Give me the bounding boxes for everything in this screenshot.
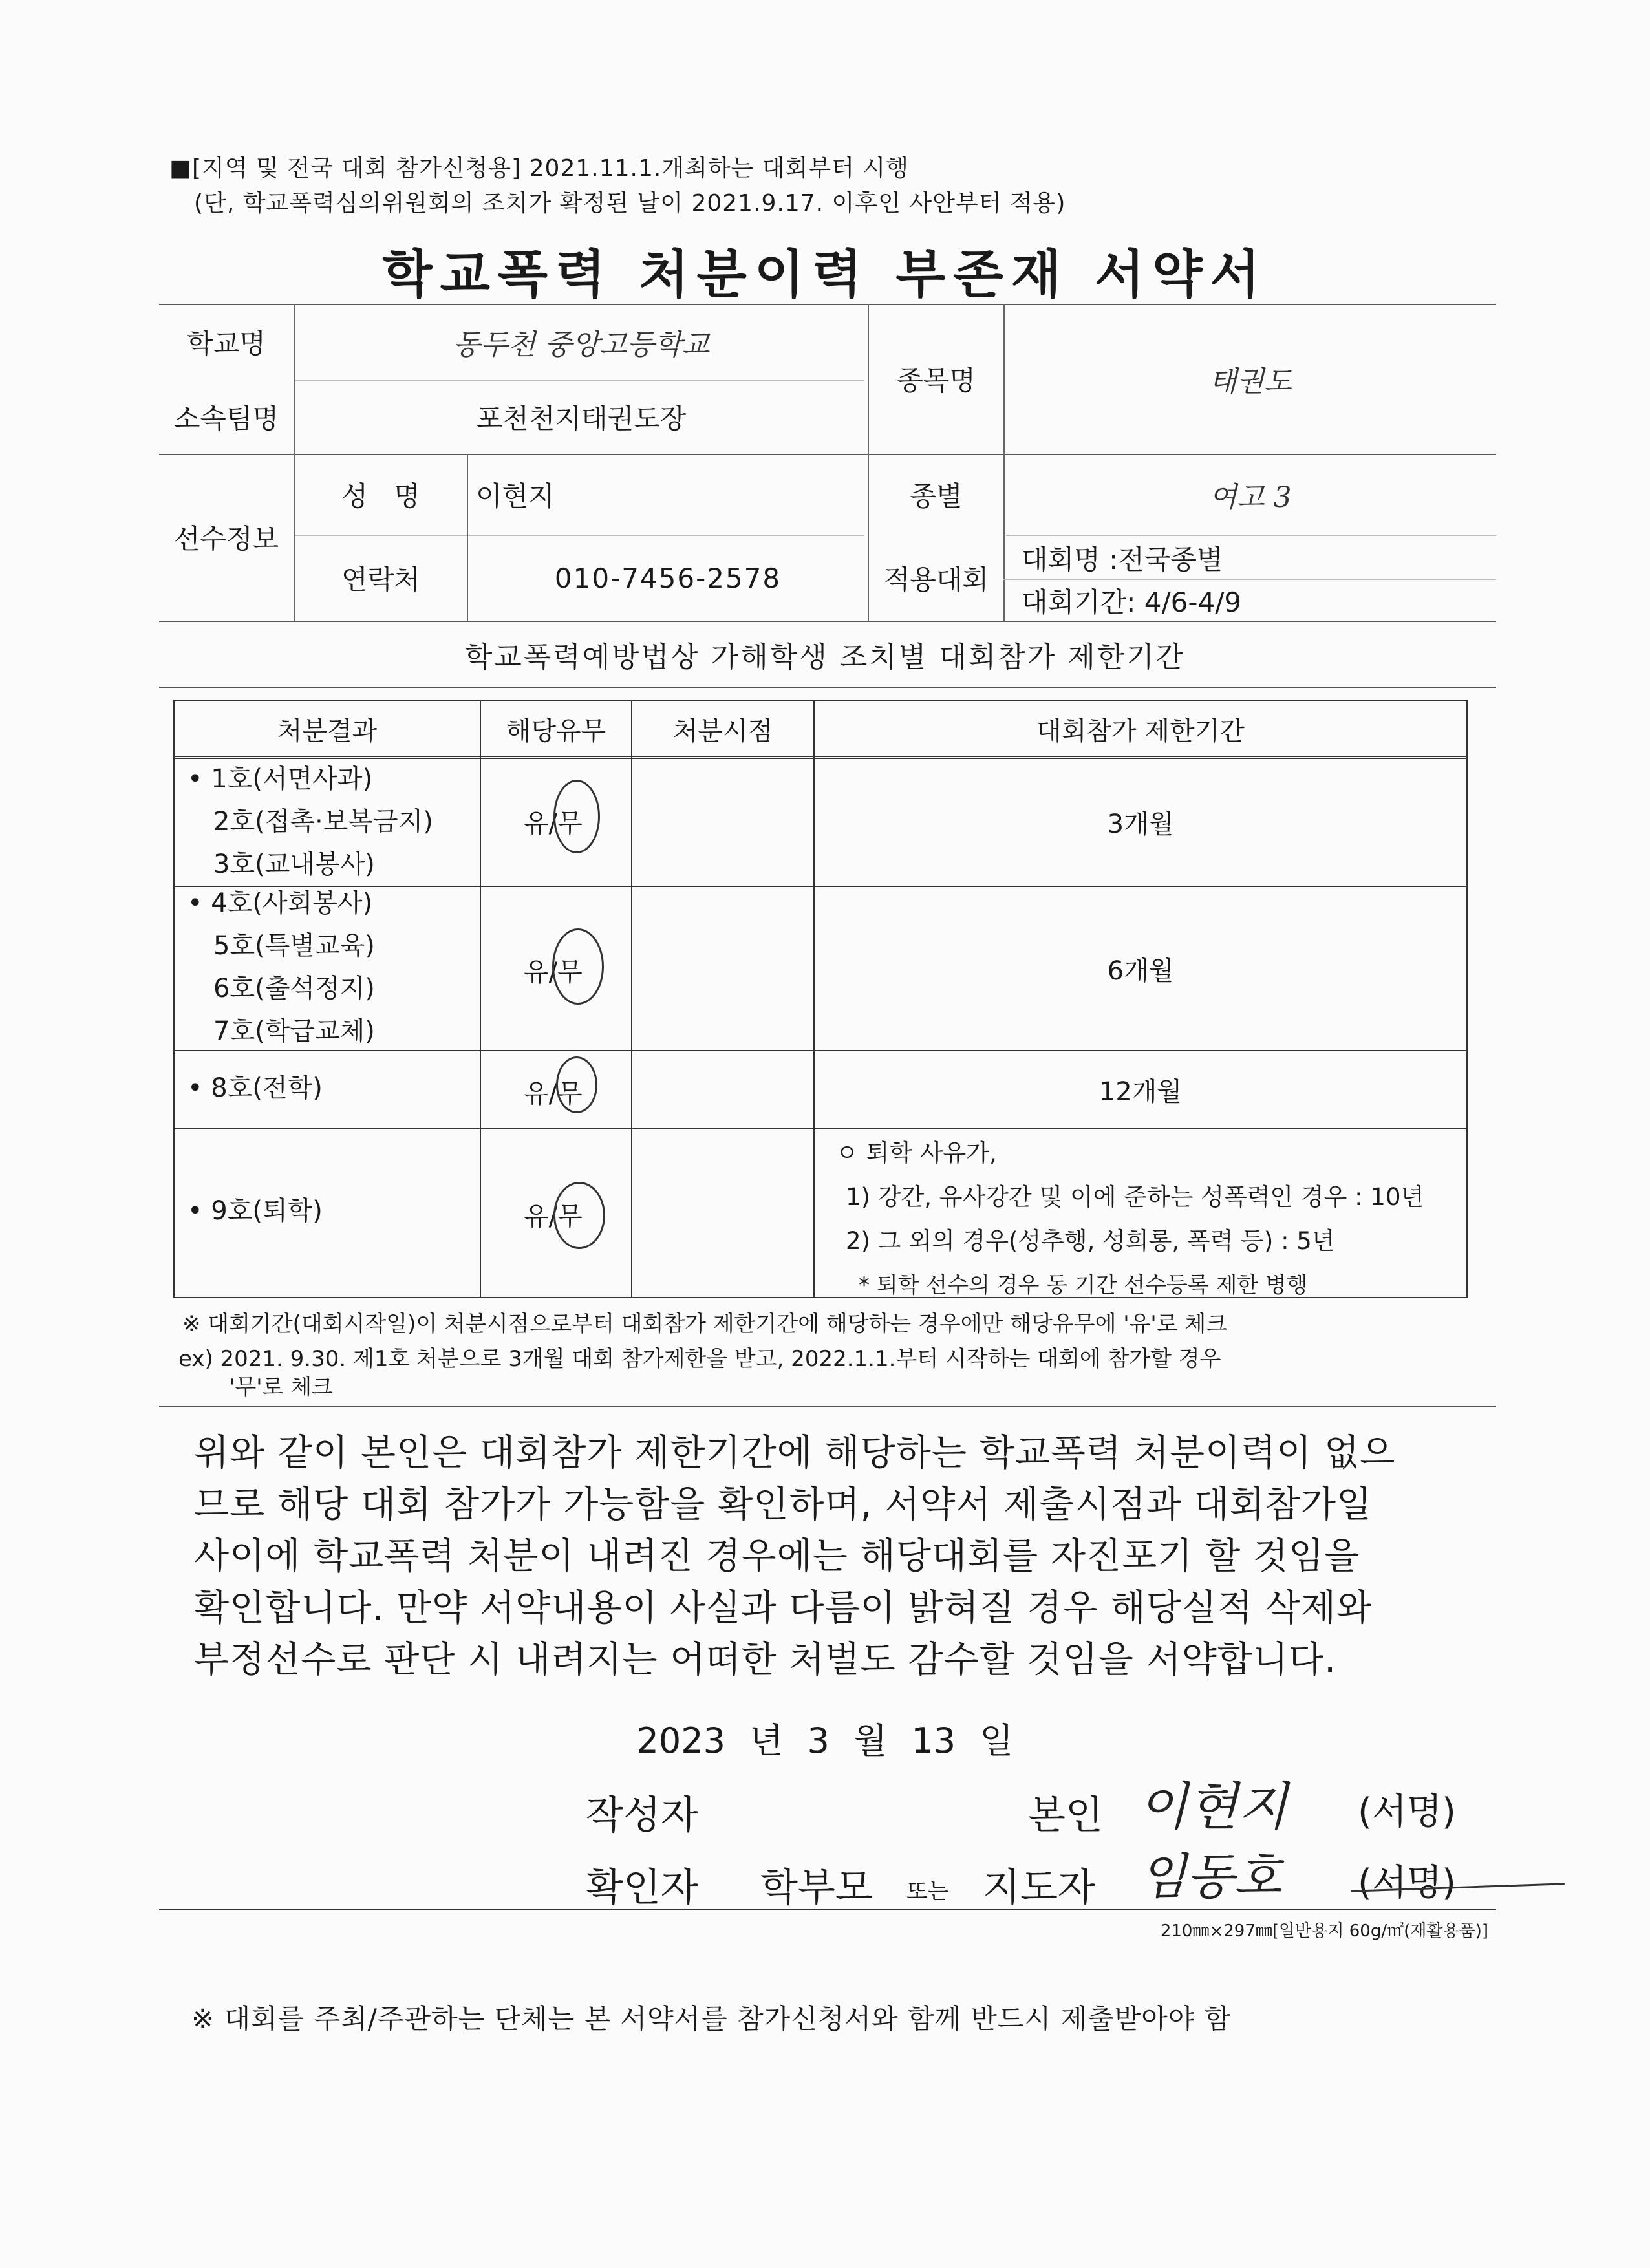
footnote-1: ※ 대회기간(대회시작일)이 처분시점으로부터 대회참가 제한기간에 해당하는 경우에만 해당유무에 '유'로 체크: [182, 1311, 1228, 1337]
row4-period-details: [835, 1131, 1424, 1307]
list-item: • 9호(퇴학): [188, 1196, 323, 1226]
competition-period: 대회기간: 4/6-4/9: [1022, 586, 1242, 618]
notice-line-2: (단, 학교폭력심의위원회의 조치가 확정된 날이 2021.9.17. 이후인 사안부터 적용): [194, 190, 1066, 217]
date-month-unit: 월: [853, 1720, 888, 1761]
list-item: 6호(출석정지): [213, 974, 375, 1003]
paper-spec: 210㎜×297㎜[일반용지 60g/㎡(재활용품)]: [1160, 1921, 1488, 1941]
notice-line-1: ■[지역 및 전국 대회 참가신청용] 2021.11.1.개최하는 대회부터 시행: [169, 155, 909, 182]
dismissal-note: * 퇴학 선수의 경우 동 기간 선수등록 제한 병행: [859, 1272, 1308, 1298]
event-value: 태권도: [1209, 365, 1292, 398]
or-label: 또는: [906, 1879, 949, 1905]
event-label: 종목명: [897, 365, 976, 396]
header-applicable: 해당유무: [506, 716, 606, 746]
footnote-2: ex) 2021. 9.30. 제1호 처분으로 3개월 대회 참가제한을 받고, 2022.1.1.부터 시작하는 대회에 참가할 경우: [178, 1346, 1221, 1372]
name-label: 성 명: [341, 480, 420, 512]
row1-yes-no: 유/무: [524, 809, 583, 839]
self-signature: 이현지: [1138, 1777, 1288, 1837]
list-item: 2호(접촉·보복금지): [213, 807, 433, 837]
date-year: 2023: [636, 1720, 725, 1761]
competition-label: 적용대회: [883, 564, 989, 595]
pledge-line: 부정선수로 판단 시 내려지는 어떠한 처벌도 감수할 것임을 서약합니다.: [194, 1639, 1336, 1681]
header-date: 처분시점: [672, 716, 773, 746]
footnote-3: '무'로 체크: [229, 1375, 333, 1400]
player-info-table: [159, 304, 1496, 622]
school-value: 동두천 중앙고등학교: [453, 328, 710, 361]
header-result: 처분결과: [277, 716, 378, 746]
contact-value: 010-7456-2578: [554, 562, 782, 594]
player-info-label: 선수정보: [173, 523, 279, 555]
row1-period: 3개월: [1107, 809, 1174, 839]
list-item: • 1호(서면사과): [188, 764, 373, 794]
coach-signature: 임동호: [1139, 1848, 1282, 1905]
row3-period: 12개월: [1098, 1076, 1183, 1107]
date-day-unit: 일: [980, 1720, 1014, 1761]
pledge-text: [194, 1428, 1395, 1686]
bottom-note: ※ 대회를 주최/주관하는 단체는 본 서약서를 참가신청서와 함께 반드시 제출받아야 함: [191, 2003, 1232, 2035]
row4-check-circle: [553, 1182, 605, 1249]
row3-yes-no: 유/무: [524, 1079, 583, 1109]
row2-period: 6개월: [1107, 956, 1174, 986]
seal-label-2: (서명): [1358, 1862, 1456, 1904]
row4-yes-no: 유/무: [524, 1202, 583, 1232]
team-value: 포천천지태권도장: [476, 403, 687, 434]
seal-label-1: (서명): [1358, 1791, 1456, 1833]
row1-items: [188, 758, 433, 886]
pledge-line: 사이에 학교폭력 처분이 내려진 경우에는 해당대회를 자진포기 할 것임을: [194, 1535, 1360, 1578]
list-item: 5호(특별교육): [213, 931, 375, 961]
date-year-unit: 년: [749, 1720, 784, 1761]
pledge-date: [0, 1713, 1650, 1763]
row2-check-circle: [552, 928, 604, 1005]
writer-label: 작성자: [586, 1793, 698, 1838]
date-month: 3: [807, 1720, 830, 1761]
row2-items: [188, 882, 375, 1053]
parent-label: 학부모: [760, 1865, 873, 1910]
dismissal-reason: ㅇ 퇴학 사유가,: [835, 1139, 997, 1167]
date-day: 13: [911, 1720, 956, 1761]
name-value: 이현지: [476, 480, 555, 512]
confirmer-label: 확인자: [586, 1865, 698, 1910]
row1-check-circle: [553, 780, 600, 853]
header-period: 대회참가 제한기간: [1036, 716, 1245, 746]
pledge-line: 므로 해당 대회 참가가 가능함을 확인하며, 서약서 제출시점과 대회참가일: [194, 1484, 1373, 1526]
list-item: 7호(학급교체): [213, 1016, 375, 1046]
dismissal-sexual: 1) 강간, 유사강간 및 이에 준하는 성폭력인 경우 : 10년: [846, 1183, 1424, 1211]
row3-check-circle: [556, 1056, 597, 1113]
pledge-line: 확인합니다. 만약 서약내용이 사실과 다름이 밝혀질 경우 해당실적 삭제와: [194, 1587, 1373, 1629]
school-label: 학교명: [187, 328, 266, 359]
list-item: 3호(교내봉사): [213, 850, 375, 879]
category-label: 종별: [910, 480, 963, 512]
coach-label: 지도자: [983, 1865, 1095, 1910]
restriction-subtitle: 학교폭력예방법상 가해학생 조치별 대회참가 제한기간: [464, 641, 1186, 674]
category-value: 여고 3: [1209, 481, 1292, 514]
document-title: 학교폭력 처분이력 부존재 서약서: [382, 244, 1268, 305]
dismissal-other: 2) 그 외의 경우(성추행, 성희롱, 폭력 등) : 5년: [846, 1227, 1335, 1255]
self-label: 본인: [1028, 1793, 1103, 1838]
row4-items: [188, 1190, 323, 1232]
team-label: 소속팀명: [173, 403, 279, 434]
competition-name: 대회명 :전국종별: [1022, 544, 1223, 575]
row2-yes-no: 유/무: [524, 957, 583, 987]
pledge-line: 위와 같이 본인은 대회참가 제한기간에 해당하는 학교폭력 처분이력이 없으: [194, 1432, 1396, 1474]
penalty-table: [173, 700, 1468, 1298]
row3-items: [188, 1067, 323, 1109]
list-item: • 8호(전학): [188, 1073, 323, 1103]
contact-label: 연락처: [341, 564, 420, 595]
list-item: • 4호(사회봉사): [188, 888, 373, 918]
